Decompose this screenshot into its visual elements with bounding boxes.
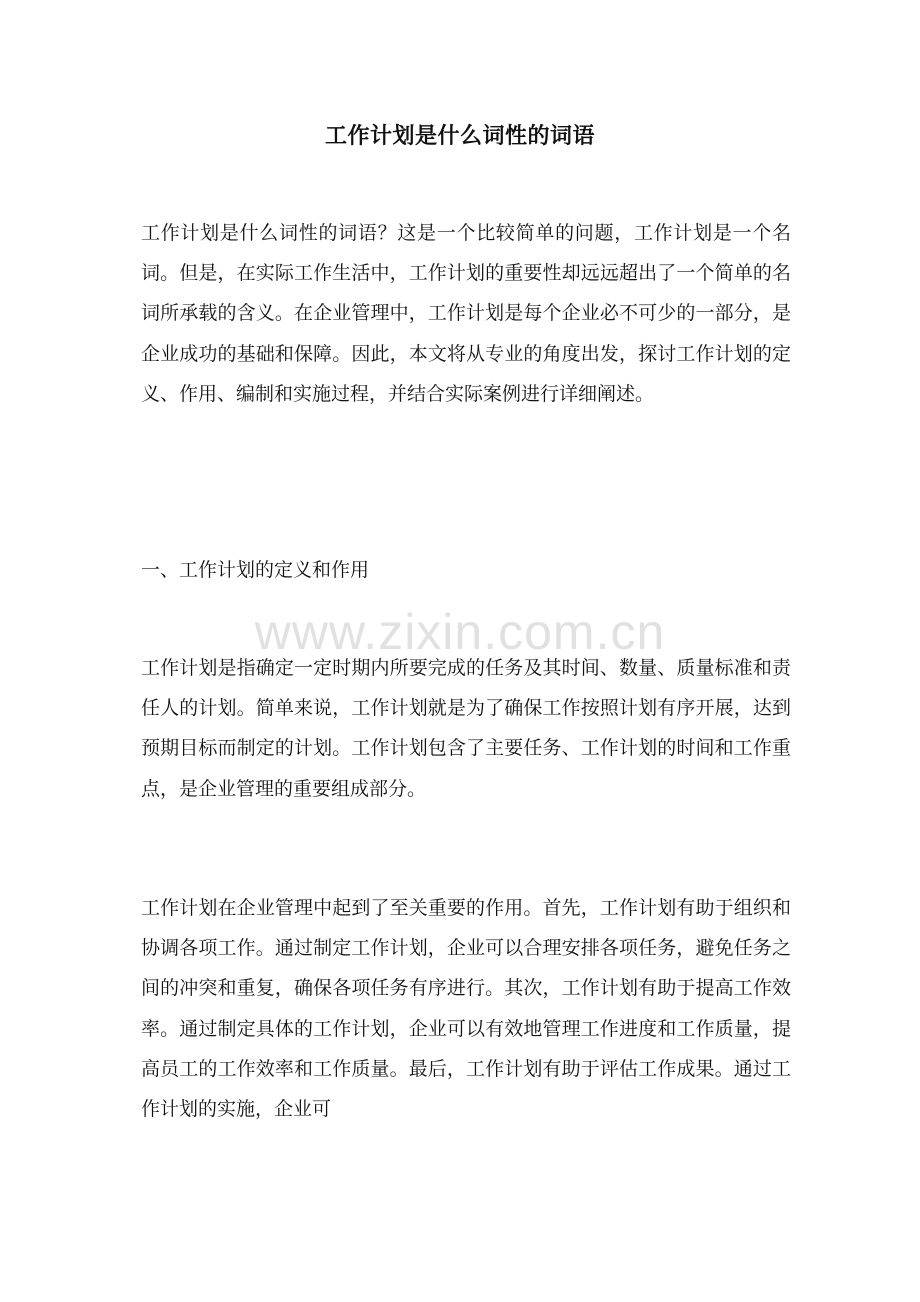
watermark-text: www.zixin.com.cn (254, 604, 666, 660)
document-title: 工作计划是什么词性的词语 (324, 123, 595, 149)
paragraph-intro: 工作计划是什么词性的词语？这是一个比较简单的问题，工作计划是一个名词。但是，在实际工作生活中，工作计划的重要性却远远超出了一个简单的名词所承载的含义。在企业管理中，工作计划是每个企业必不可少的一部分，是企业成功的基础和保障。因此，本文将从专业的角度出发，探讨工作计划的定义、作用、编制和实施过程，并结合实际案例进行详细阐述。 (141, 222, 791, 405)
paragraph-definition: 工作计划是指确定一定时期内所要完成的任务及其时间、数量、质量标准和责任人的计划。简单来说，工作计划就是为了确保工作按照计划有序开展，达到预期目标而制定的计划。工作计划包含了主要任务、工作计划的时间和工作重点，是企业管理的重要组成部分。 (141, 657, 791, 800)
paragraph-role: 工作计划在企业管理中起到了至关重要的作用。首先，工作计划有助于组织和协调各项工作。通过制定工作计划，企业可以合理安排各项任务，避免任务之间的冲突和重复，确保各项任务有序进行。其次，工作计划有助于提高工作效率。通过制定具体的工作计划，企业可以有效地管理工作进度和工作质量，提高员工的工作效率和工作质量。最后，工作计划有助于评估工作成果。通过工作计划的实施，企业可 (141, 897, 791, 1121)
section-heading: 一、工作计划的定义和作用 (141, 559, 370, 581)
